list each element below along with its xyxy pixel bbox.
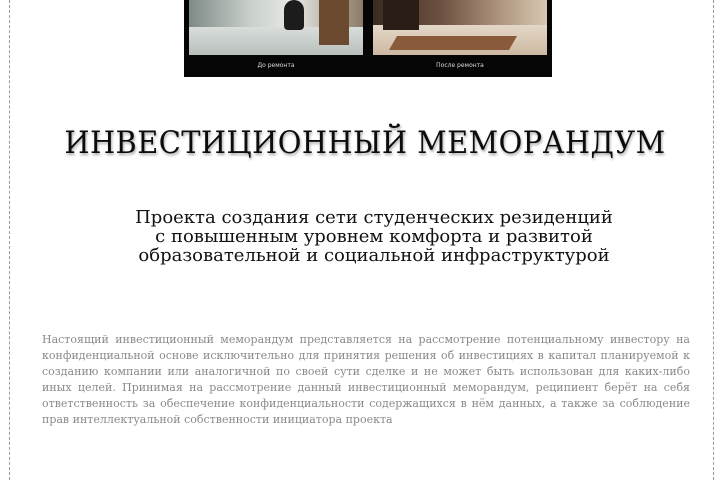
confidentiality-disclaimer: Настоящий инвестиционный меморандум представляется на рассмотрение потенциальному инвестору на конфиденциальной основе исключительно для принятия решения об инвестициях в капитал планируемой к созданию компании или аналогичной по своей сути сделке и не может быть использован для каких-либо иных целей. Принимая на рассмотрение данный инвестиционный меморандум, реципиент берёт на себя ответственность за обеспечение конфиденциальности содержащихся в нём данных, а также за соблюдение прав интеллектуальной собственности инициатора проекта — [42, 333, 690, 426]
document-title: ИНВЕСТИЦИОННЫЙ МЕМОРАНДУМ — [64, 125, 666, 161]
subtitle-line-1: Проекта создания сети студенческих резиденций — [135, 207, 613, 228]
before-caption: До ремонта — [257, 62, 295, 69]
subtitle-line-3: образовательной и социальной инфраструктурой — [138, 245, 610, 266]
after-caption: После ремонта — [436, 62, 484, 69]
page-border-right — [713, 0, 714, 480]
document-subtitle — [100, 208, 648, 265]
before-renovation-photo — [189, 0, 363, 55]
subtitle-line-2: с повышенным уровнем комфорта и развитой — [155, 226, 593, 247]
after-renovation-photo — [373, 0, 547, 55]
page-border-left — [9, 0, 10, 480]
